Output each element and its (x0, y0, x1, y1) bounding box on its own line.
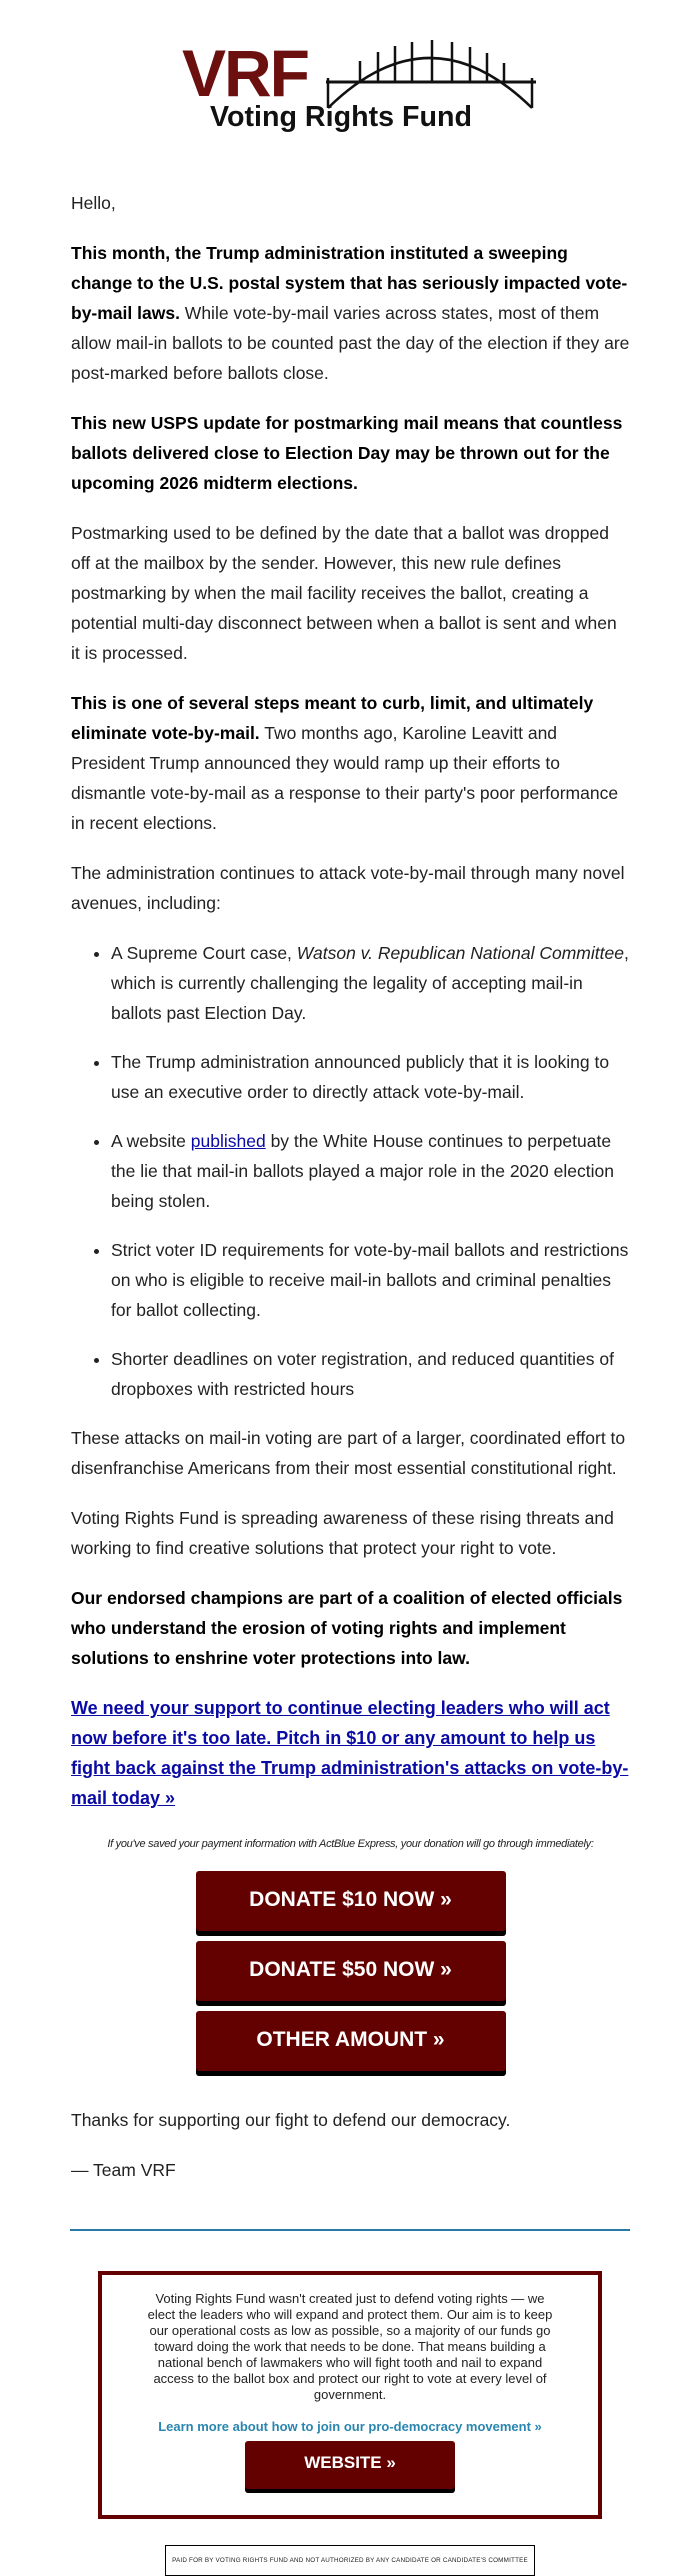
paragraph-3: Postmarking used to be defined by the date that a ballot was dropped off at the mailbox by the sender. However, this new rule defines postmarking by when the mail facility receives the ballot, creating a potential multi-day disconnect between when a ballot is sent and when it is processed. (71, 523, 617, 663)
signoff: — Team VRF (71, 2160, 176, 2180)
published-link[interactable]: published (190, 1131, 266, 1151)
actblue-express-note: If you've saved your payment information with ActBlue Express, your donation will go through immediately: (107, 1838, 594, 1850)
svg-text:Voting Rights Fund: Voting Rights Fund (210, 101, 472, 133)
list-item: • Strict voter ID requirements for vote-by-mail ballots and restrictions on who is eligible to receive mail-in ballots and criminal penalties for ballot collecting. (111, 1235, 630, 1325)
thanks: Thanks for supporting our fight to defend our democracy. (71, 2110, 511, 2130)
attack-list (71, 938, 630, 1404)
paragraph-4 (71, 688, 630, 838)
b3-pre: A website (111, 1131, 191, 1151)
b1-post: , which is currently challenging the legality of accepting mail-in ballots past Election Day. (111, 943, 629, 1023)
about-box (98, 2271, 602, 2519)
case-name: Watson v. Republican National Committee (296, 943, 624, 963)
b3-post: by the White House continues to perpetuate the lie that mail-in ballots played a major role in the 2020 election being stolen. (111, 1131, 614, 1211)
paragraph-2 (71, 408, 630, 498)
list-item (111, 938, 630, 1028)
list-item: • The Trump administration announced publicly that it is looking to use an executive order to directly attack vote-by-mail. (111, 1047, 630, 1107)
donate-10-button[interactable]: DONATE $10 NOW » (196, 1871, 506, 1931)
p1-bold: This month, the Trump administration instituted a sweeping change to the U.S. postal system that has seriously impacted vote-by-mail laws. (71, 243, 628, 323)
other-amount-button[interactable]: OTHER AMOUNT » (196, 2011, 506, 2071)
website-button[interactable]: WEBSITE » (245, 2441, 455, 2489)
paragraph-1 (71, 238, 630, 388)
about-text: Voting Rights Fund wasn't created just to defend voting rights — we elect the leaders who will expand and protect them. Our aim is to keep our operational costs as low as possible, so a majority of our funds go toward doing the work that needs to be done. That means building a national bench of lawmakers who will fight tooth and nail to expand access to the ballot box and protect our right to vote at every level of government. (147, 2291, 553, 2402)
email-body (0, 188, 700, 2185)
svg-text:VRF: VRF (182, 36, 308, 110)
vrf-logo (160, 18, 540, 138)
email (0, 18, 700, 2576)
p4-text: Two months ago, Karoline Leavitt and President Trump announced they would ramp up their efforts to dismantle vote-by-mail as a response to their party's poor performance in recent elections. (71, 723, 619, 833)
donate-cta-link[interactable]: We need your support to continue electing leaders who will act now before it's too late. Pitch in $10 or any amount to help us fight back against the Trump administration's attacks on vote-by-mail today » (71, 1698, 629, 1808)
greeting: Hello, (71, 193, 116, 213)
p1-text: While vote-by-mail varies across states, most of them allow mail-in ballots to be counted past the day of the election if they are post-marked before ballots close. (71, 303, 630, 383)
learn-more-link[interactable]: Learn more about how to join our pro-democracy movement » (158, 2419, 542, 2434)
p4-bold: This is one of several steps meant to curb, limit, and ultimately eliminate vote-by-mail. (71, 693, 594, 743)
paid-for-disclaimer: PAID FOR BY VOTING RIGHTS FUND AND NOT AUTHORIZED BY ANY CANDIDATE OR CANDIDATE'S COMMITTEE (165, 2545, 535, 2576)
list-item (111, 1126, 630, 1216)
paragraph-6: These attacks on mail-in voting are part of a larger, coordinated effort to disenfranchise Americans from their most essential constitutional right. (71, 1428, 626, 1478)
p8-bold: Our endorsed champions are part of a coalition of elected officials who understand the erosion of voting rights and implement solutions to enshrine voter protections into law. (71, 1588, 623, 1668)
paragraph-8 (71, 1583, 630, 1673)
p2-bold: This new USPS update for postmarking mail means that countless ballots delivered close to Election Day may be thrown out for the upcoming 2026 midterm elections. (71, 413, 623, 493)
list-item: • Shorter deadlines on voter registration, and reduced quantities of dropboxes with restricted hours (111, 1344, 630, 1404)
paragraph-5: The administration continues to attack vote-by-mail through many novel avenues, including: (71, 863, 625, 913)
paragraph-7: Voting Rights Fund is spreading awareness of these rising threats and working to find creative solutions that protect your right to vote. (71, 1508, 614, 1558)
separator (70, 2229, 630, 2231)
donate-50-button[interactable]: DONATE $50 NOW » (196, 1941, 506, 2001)
b1-pre: A Supreme Court case, (111, 943, 297, 963)
